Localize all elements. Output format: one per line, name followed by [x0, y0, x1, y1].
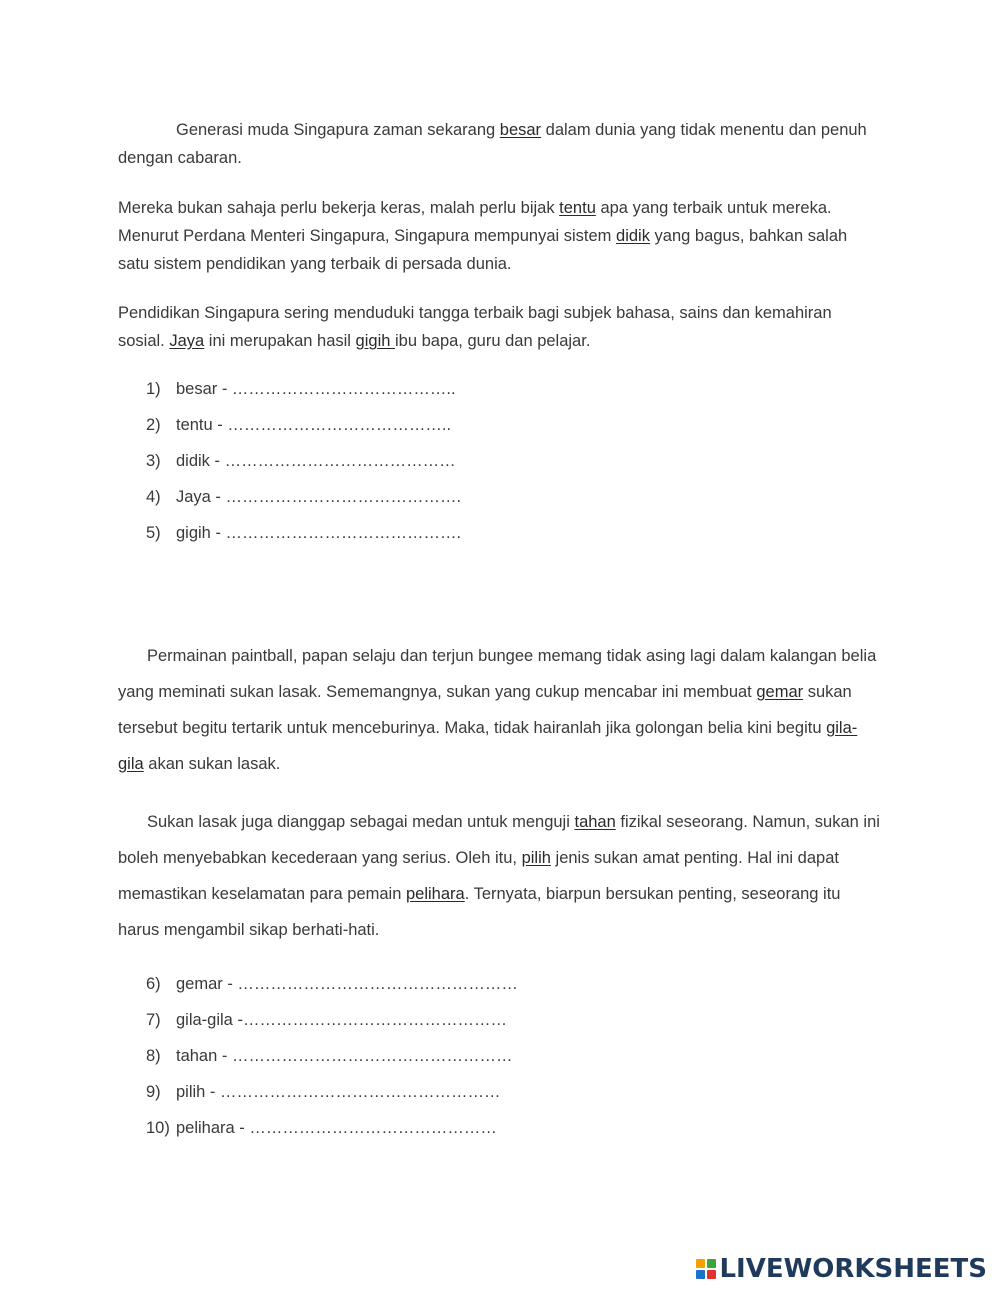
liveworksheets-logo[interactable]	[696, 1254, 987, 1284]
keyword-gemar: gemar	[756, 683, 804, 701]
keyword-gila-gila: gila-gila	[118, 719, 858, 773]
answer-item[interactable]: 8) tahan - ……………………………………………	[146, 1047, 513, 1065]
keyword-pilih: pilih	[521, 849, 551, 867]
keyword-jaya: Jaya	[169, 332, 205, 350]
answer-item[interactable]: 7) gila-gila -…………………………………………	[146, 1011, 507, 1029]
answer-item[interactable]: 3) didik - ……………………………………	[146, 452, 456, 470]
paragraph-2: Mereka bukan sahaja perlu bekerja keras, malah perlu bijak tentu apa yang terbaik untuk mereka. Menurut Perdana Menteri Singapura, Singapura mempunyai sistem didik yang bagus, bahkan salah satu sistem pendidikan yang terbaik di persada dunia.	[118, 199, 848, 273]
logo-mark-icon	[696, 1259, 716, 1279]
paragraph-5: Sukan lasak juga dianggap sebagai medan untuk menguji tahan fizikal seseorang. Namun, sukan ini boleh menyebabkan kecederaan yang serius. Oleh itu, pilih jenis sukan amat penting. Hal ini dapat memastikan keselamatan para pemain pelihara. Ternyata, biarpun bersukan penting, seseorang itu harus mengambil sikap berhati-hati.	[118, 813, 880, 939]
keyword-besar: besar	[499, 121, 542, 139]
answer-item[interactable]: 9) pilih - ……………………………………………	[146, 1083, 501, 1101]
logo-square	[707, 1270, 716, 1279]
keyword-tentu: tentu	[559, 199, 596, 217]
keyword-gigih: gigih	[355, 332, 395, 350]
paragraph-1: Generasi muda Singapura zaman sekarang besar dalam dunia yang tidak menentu dan penuh dengan cabaran.	[118, 121, 867, 167]
logo-square	[696, 1270, 705, 1279]
answer-item[interactable]: 4) Jaya - …………………………………….	[146, 488, 462, 506]
logo-text: LIVEWORKSHEETS	[719, 1254, 987, 1284]
logo-square	[707, 1259, 716, 1268]
keyword-tahan: tahan	[574, 813, 616, 831]
keyword-pelihara: pelihara	[405, 885, 465, 903]
answer-item[interactable]: 5) gigih - …………………………………….	[146, 524, 462, 542]
answer-item[interactable]: 1) besar - …………………………………..	[146, 380, 456, 398]
paragraph-4: Permainan paintball, papan selaju dan terjun bungee memang tidak asing lagi dalam kalangan belia yang meminati sukan lasak. Sememangnya, sukan yang cukup mencabar ini membuat gemar sukan tersebut begitu tertarik untuk menceburinya. Maka, tidak hairanlah jika golongan belia kini begitu gila-gila akan sukan lasak.	[118, 647, 877, 773]
answer-item[interactable]: 6) gemar - ……………………………………………	[146, 975, 518, 993]
keyword-didik: didik	[616, 227, 650, 245]
answer-item[interactable]: 2) tentu - …………………………………..	[146, 416, 452, 434]
answer-item[interactable]: 10) pelihara - ………………………………………	[146, 1119, 497, 1137]
logo-square	[696, 1259, 705, 1268]
paragraph-3: Pendidikan Singapura sering menduduki tangga terbaik bagi subjek bahasa, sains dan kemahiran sosial. Jaya ini merupakan hasil gigih ibu bapa, guru dan pelajar.	[118, 304, 832, 350]
